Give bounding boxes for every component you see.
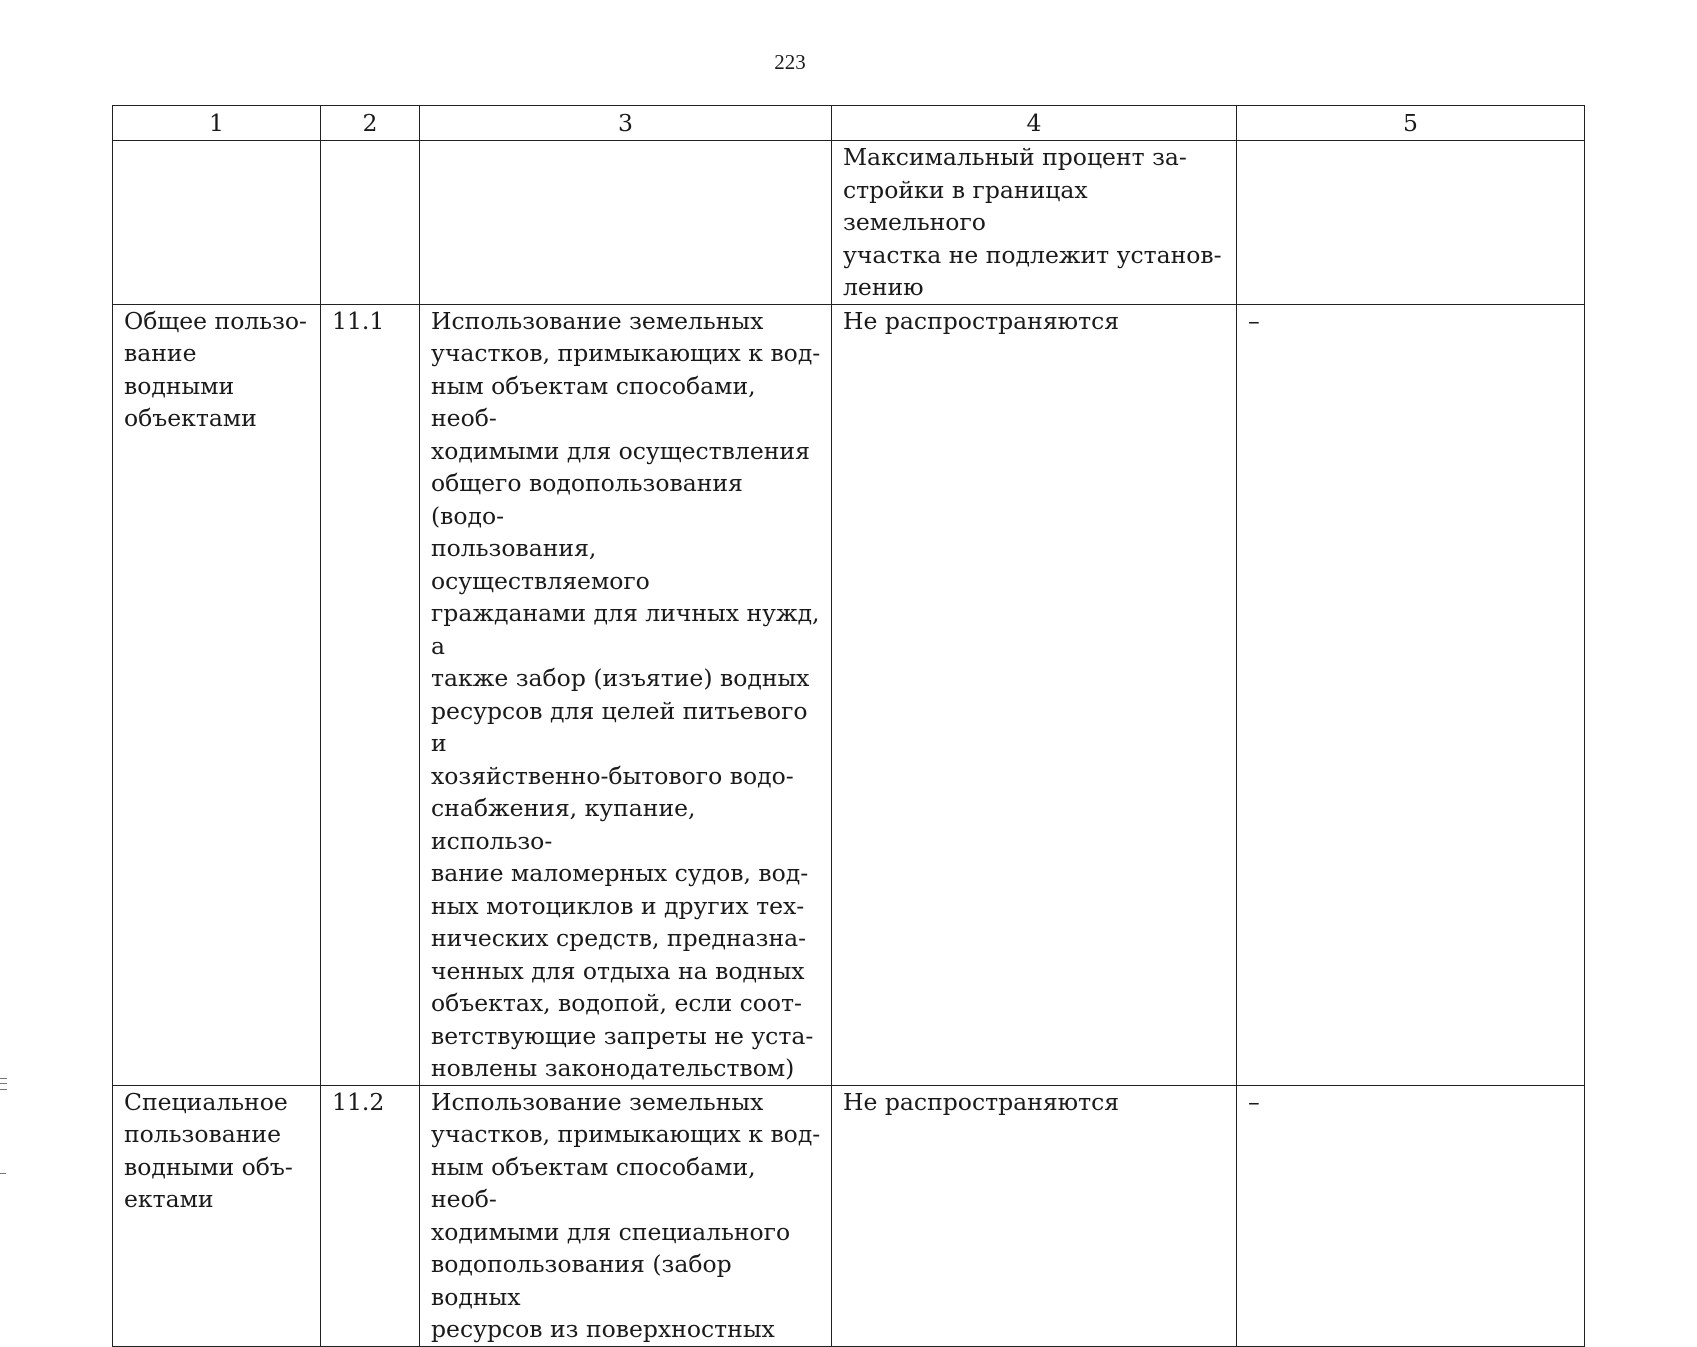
page-number: 223 (774, 50, 806, 74)
cell-description: Использование земельных участков, примыкающих к вод- ным объектам способами, необ- ходимыми для осуществления общего водопользования (водо- пользования, осуществляемого гражданами для личных нужд, а также забор (изъятие) водных ресурсов для целей питьевого и хозяйственно-бытового водо- снабжения, купание, использо- вание маломерных судов, вод- ных мотоциклов и других тех- нических средств, предназна- ченных для отдыха на водных объектах, водопой, если соот- ветствующие запреты не уста- новлены законодательством) (420, 304, 832, 1085)
margin-scan-mark (0, 1078, 7, 1090)
margin-scan-tick (0, 1173, 6, 1174)
cell-parameters: Максимальный процент за- стройки в границах земельного участка не подлежит установ- лению (832, 141, 1237, 305)
table-row (113, 141, 1585, 305)
cell-code: 11.2 (321, 1085, 420, 1346)
cell-notes: – (1237, 1085, 1585, 1346)
cell-notes: – (1237, 304, 1585, 1085)
zoning-table (112, 105, 1585, 1347)
cell-code: 11.1 (321, 304, 420, 1085)
column-header-3: 3 (420, 106, 832, 141)
cell-code (321, 141, 420, 305)
cell-parameters: Не распространяются (832, 304, 1237, 1085)
table-row (113, 304, 1585, 1085)
cell-land-use-name: Специальное пользование водными объ- ектами (113, 1085, 321, 1346)
cell-notes (1237, 141, 1585, 305)
cell-land-use-name: Общее пользо- вание водными объектами (113, 304, 321, 1085)
column-header-5: 5 (1237, 106, 1585, 141)
table-row (113, 1085, 1585, 1346)
column-header-2: 2 (321, 106, 420, 141)
table-header-row (113, 106, 1585, 141)
cell-land-use-name (113, 141, 321, 305)
column-header-1: 1 (113, 106, 321, 141)
cell-description (420, 141, 832, 305)
cell-parameters: Не распространяются (832, 1085, 1237, 1346)
column-header-4: 4 (832, 106, 1237, 141)
cell-description: Использование земельных участков, примыкающих к вод- ным объектам способами, необ- ходимыми для специального водопользования (забор водных ресурсов из поверхностных (420, 1085, 832, 1346)
